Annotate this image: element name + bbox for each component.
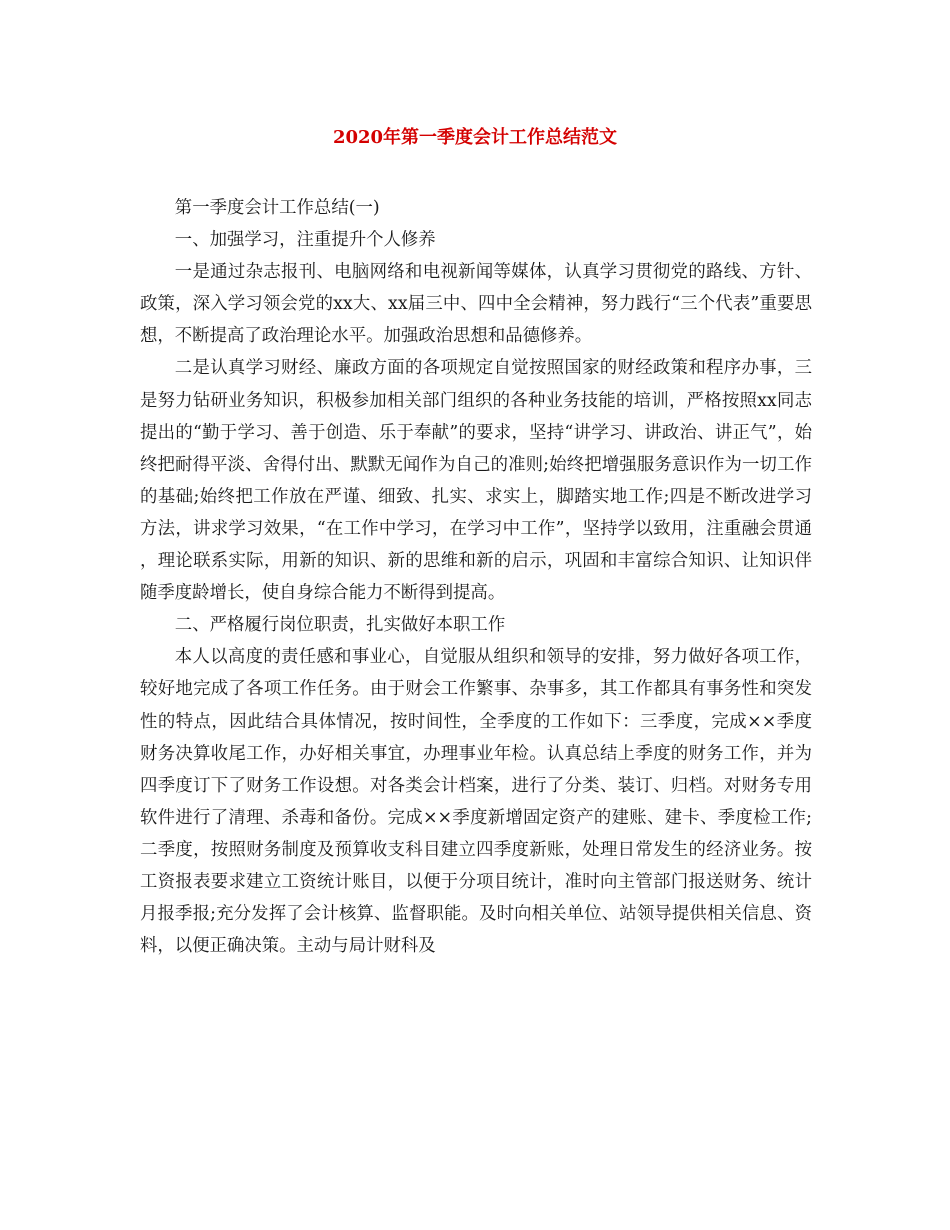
section-heading: 二、严格履行岗位职责，扎实做好本职工作 [174,615,506,636]
document-title: 2020年第一季度会计工作总结范文 [332,127,618,148]
paragraph: 本人以高度的责任感和事业心，自觉服从组织和领导的安排，努力做好各项工作，较好地完成了各项工作任务。由于财会工作繁事、杂事多，其工作都具有事务性和突发性的特点，因此结合具体情况，按时间性，全季度的工作如下：三季度，完成××季度财务决算收尾工作，办好相关事宜，办理事业年检。认真总结上季度的财务工作，并为四季度订下了财务工作设想。对各类会计档案，进行了分类、装订、归档。对财务专用软件进行了清理、杀毒和备份。完成××季度新增固定资产的建账、建卡、季度检工作;二季度，按照财务制度及预算收支科目建立四季度新账，处理日常发生的经济业务。按工资报表要求建立工资统计账目，以便于分项目统计，准时向主管部门报送财务、统计月报季报;充分发挥了会计核算、监督职能。及时向相关单位、站领导提供相关信息、资料，以便正确决策。主动与局计财科及 [140,647,812,957]
paragraph: 二是认真学习财经、廉政方面的各项规定自觉按照国家的财经政策和程序办事，三是努力钻研业务知识，积极参加相关部门组织的各种业务技能的培训，严格按照xx同志提出的“勤于学习、善于创造、乐于奉献”的要求，坚持“讲学习、讲政治、讲正气”，始终把耐得平淡、舍得付出、默默无闻作为自己的准则;始终把增强服务意识作为一切工作的基础;始终把工作放在严谨、细致、扎实、求实上，脚踏实地工作;四是不断改进学习方法，讲求学习效果，“在工作中学习，在学习中工作”，坚持学以致用，注重融会贯通，理论联系实际，用新的知识、新的思维和新的启示，巩固和丰富综合知识、让知识伴随季度龄增长，使自身综合能力不断得到提高。 [140,358,812,604]
section-heading: 一、加强学习，注重提升个人修养 [174,230,436,251]
section-heading: 第一季度会计工作总结(一) [174,198,380,218]
document-body [140,192,812,962]
paragraph: 一是通过杂志报刊、电脑网络和电视新闻等媒体，认真学习贯彻党的路线、方针、政策，深入学习领会党的xx大、xx届三中、四中全会精神，努力践行“三个代表”重要思想，不断提高了政治理论水平。加强政治思想和品德修养。 [140,262,812,347]
